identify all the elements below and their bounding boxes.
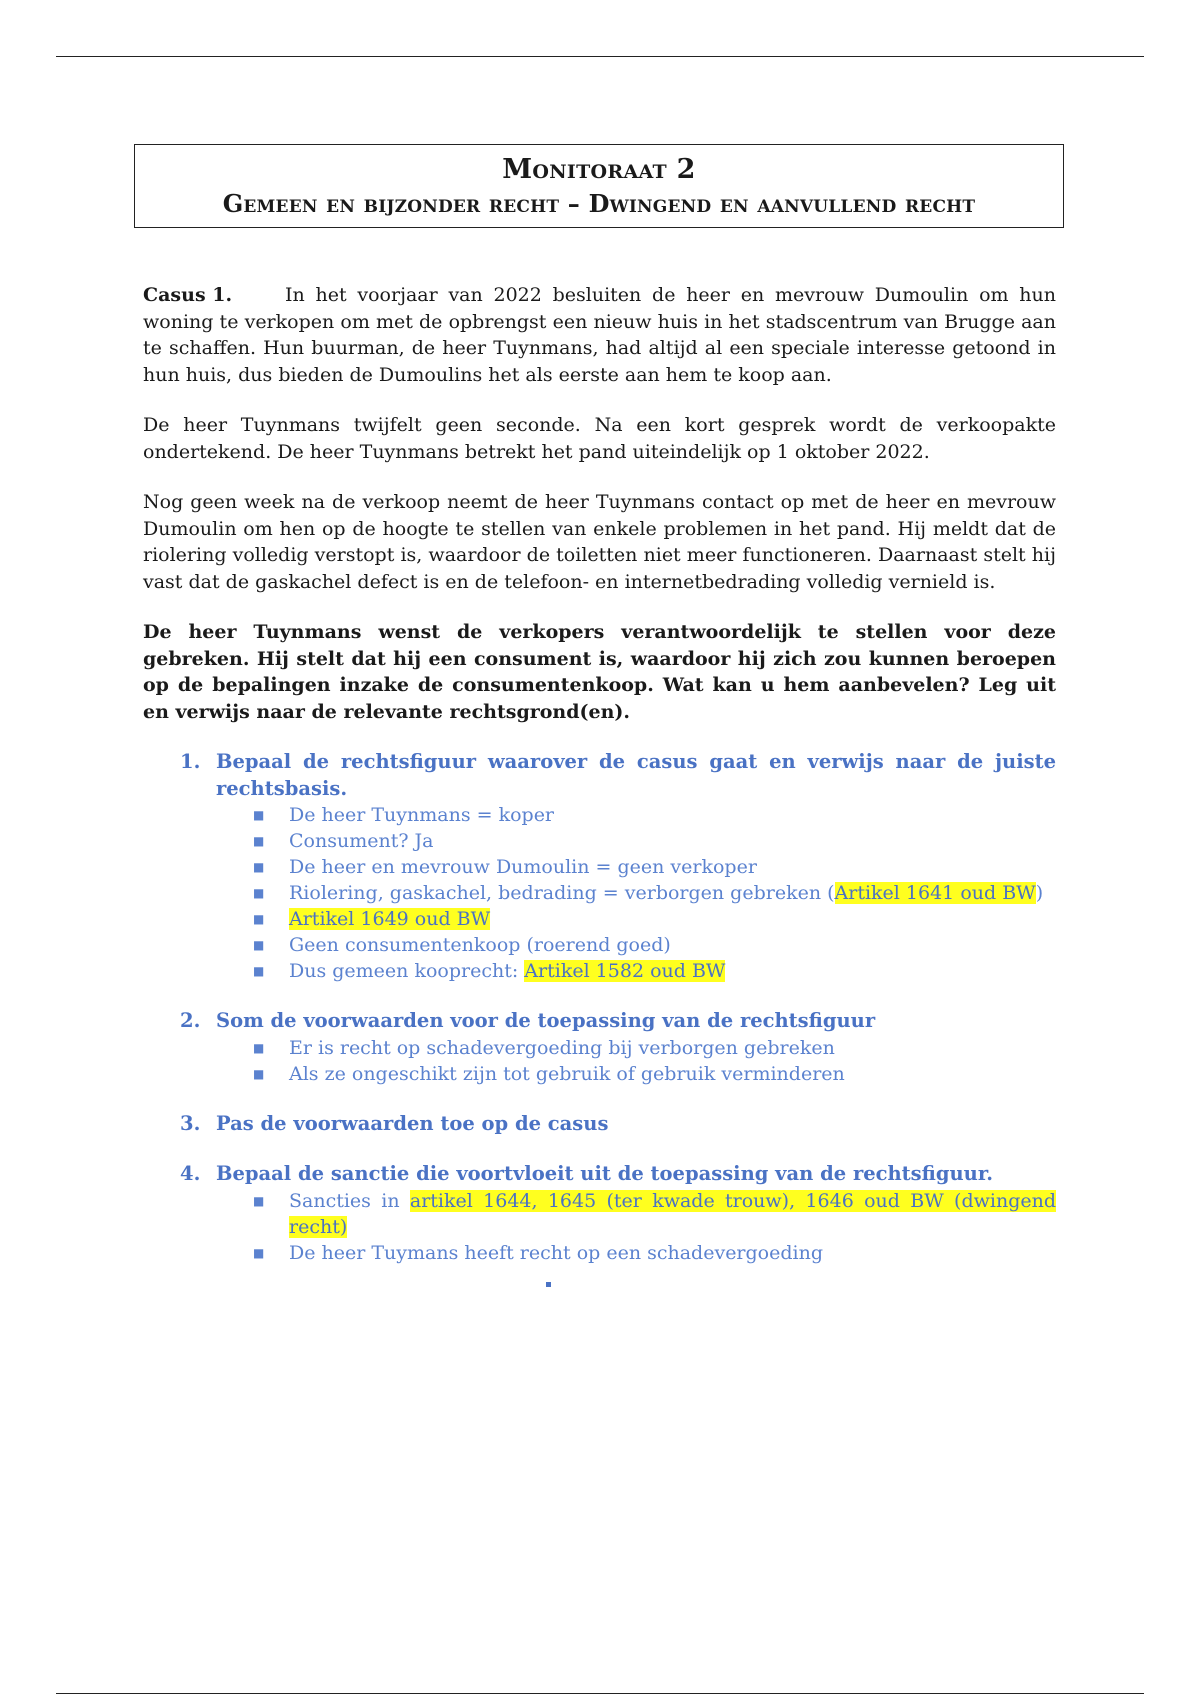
square-bullet-icon: ■	[253, 834, 265, 848]
square-bullet-icon: ■	[253, 1193, 265, 1208]
bullet-text-part: Dus gemeen kooprecht:	[289, 960, 525, 982]
bullet-text-part: Riolering, gaskachel, bedrading = verborgen gebreken (	[289, 882, 835, 904]
casus-question: De heer Tuynmans wenst de verkopers verantwoordelijk te stellen voor deze gebreken. Hij stelt dat hij een consument is, waardoor hij zich zou kunnen beroepen op de bepalingen inzake de consumentenkoop. Wat kan u hem aanbevelen? Leg uit en verwijs naar de relevante rechtsgrond(en).	[143, 621, 1056, 723]
step-bullets	[143, 1035, 1056, 1087]
step-heading	[143, 1111, 1056, 1138]
highlighted-article: Artikel 1649 oud BW	[289, 908, 491, 930]
bottom-rule	[56, 1693, 1144, 1694]
highlighted-article: Artikel 1641 oud BW	[834, 882, 1036, 904]
square-bullet-icon: ■	[253, 1245, 265, 1260]
document-subtitle: Gemeen en bijzonder recht – Dwingend en aanvullend recht	[222, 189, 976, 218]
highlighted-article: artikel 1644, 1645 (ter kwade trouw), 1646 oud BW (dwingend recht)	[289, 1189, 1056, 1238]
step-text: Pas de voorwaarden toe op de casus	[216, 1111, 609, 1135]
step-number: 1.	[180, 750, 201, 773]
bullet-text-part: Consument? Ja	[289, 830, 434, 852]
bullet-item	[143, 802, 1056, 828]
bullet-text-part: Geen consumentenkoop (roerend goed)	[289, 934, 671, 956]
answer-steps	[143, 749, 1056, 1266]
bullet-item	[143, 1240, 1056, 1266]
bullet-text-part: Er is recht op schadevergoeding bij verborgen gebreken	[289, 1036, 835, 1059]
bullet-text-part: De heer Tuymans heeft recht op een schadevergoeding	[289, 1241, 824, 1264]
bullet-text	[289, 906, 1056, 932]
stray-bullet-dot	[546, 1282, 551, 1287]
step-heading	[143, 749, 1056, 802]
bullet-text	[289, 802, 1056, 828]
casus-paragraph-2: De heer Tuynmans twijfelt geen seconde. Na een kort gesprek wordt de verkoopakte ondertekend. De heer Tuynmans betrekt het pand uiteindelijk op 1 oktober 2022.	[143, 414, 1056, 463]
step-bullets	[143, 1188, 1056, 1266]
step-number: 4.	[180, 1162, 201, 1185]
bullet-text	[289, 1240, 1056, 1266]
bullet-item	[143, 880, 1056, 906]
casus-paragraph-1-text: In het voorjaar van 2022 besluiten de heer en mevrouw Dumoulin om hun woning te verkopen om met de opbrengst een nieuw huis in het stadscentrum van Brugge aan te schaffen. Hun buurman, de heer Tuynmans, had altijd al een speciale interesse getoond in hun huis, dus bieden de Dumoulins het als eerste aan hem te koop aan.	[143, 284, 1056, 386]
casus-label: Casus 1.	[143, 284, 233, 306]
answer-step	[143, 749, 1056, 984]
bullet-text	[289, 1035, 1056, 1061]
bullet-text	[289, 854, 1056, 880]
bullet-item	[143, 828, 1056, 854]
bullet-item	[143, 1035, 1056, 1061]
bullet-text-part: Als ze ongeschikt zijn tot gebruik of gebruik verminderen	[289, 1062, 845, 1085]
document-title: Monitoraat 2	[502, 154, 696, 185]
bullet-text	[289, 828, 1056, 854]
casus-paragraph-1	[143, 282, 1056, 388]
title-box	[134, 144, 1064, 228]
step-number: 2.	[180, 1009, 201, 1032]
square-bullet-icon: ■	[253, 1066, 265, 1081]
bullet-item	[143, 906, 1056, 932]
bullet-text	[289, 1061, 1056, 1087]
square-bullet-icon: ■	[253, 938, 265, 952]
step-text: Bepaal de rechtsfiguur waarover de casus gaat en verwijs naar de juiste rechtsbasis.	[216, 750, 1056, 800]
step-text: Som de voorwaarden voor de toepassing van de rechtsfiguur	[216, 1009, 876, 1032]
step-text: Bepaal de sanctie die voortvloeit uit de toepassing van de rechtsfiguur.	[216, 1162, 994, 1185]
bullet-item	[143, 1188, 1056, 1240]
bullet-text	[289, 880, 1056, 906]
square-bullet-icon: ■	[253, 860, 265, 874]
bullet-text-part: )	[1035, 882, 1044, 904]
bullet-item	[143, 854, 1056, 880]
bullet-item	[143, 932, 1056, 958]
square-bullet-icon: ■	[253, 1040, 265, 1055]
step-heading	[143, 1008, 1056, 1035]
square-bullet-icon: ■	[253, 912, 265, 926]
bullet-item	[143, 1061, 1056, 1087]
highlighted-article: Artikel 1582 oud BW	[524, 960, 726, 982]
answer-step	[143, 1161, 1056, 1266]
square-bullet-icon: ■	[253, 964, 265, 978]
bullet-item	[143, 958, 1056, 984]
step-heading	[143, 1161, 1056, 1188]
bullet-text	[289, 932, 1056, 958]
bullet-text	[289, 1188, 1056, 1240]
step-number: 3.	[180, 1111, 201, 1135]
bullet-text-part: De heer Tuynmans = koper	[289, 804, 555, 826]
top-rule	[56, 56, 1144, 57]
square-bullet-icon: ■	[253, 808, 265, 822]
casus-paragraph-3: Nog geen week na de verkoop neemt de heer Tuynmans contact op met de heer en mevrouw Dumoulin om hen op de hoogte te stellen van enkele problemen in het pand. Hij meldt dat de riolering volledig verstopt is, waardoor de toiletten niet meer functioneren. Daarnaast stelt hij vast dat de gaskachel defect is en de telefoon- en internetbedrading volledig vernield is.	[143, 491, 1056, 593]
step-bullets	[143, 802, 1056, 984]
bullet-text-part: De heer en mevrouw Dumoulin = geen verkoper	[289, 856, 757, 878]
answer-step	[143, 1008, 1056, 1087]
bullet-text-part: Sancties in	[289, 1189, 410, 1212]
answer-step	[143, 1111, 1056, 1138]
bullet-text	[289, 958, 1056, 984]
document-body	[143, 282, 1056, 1290]
square-bullet-icon: ■	[253, 886, 265, 900]
